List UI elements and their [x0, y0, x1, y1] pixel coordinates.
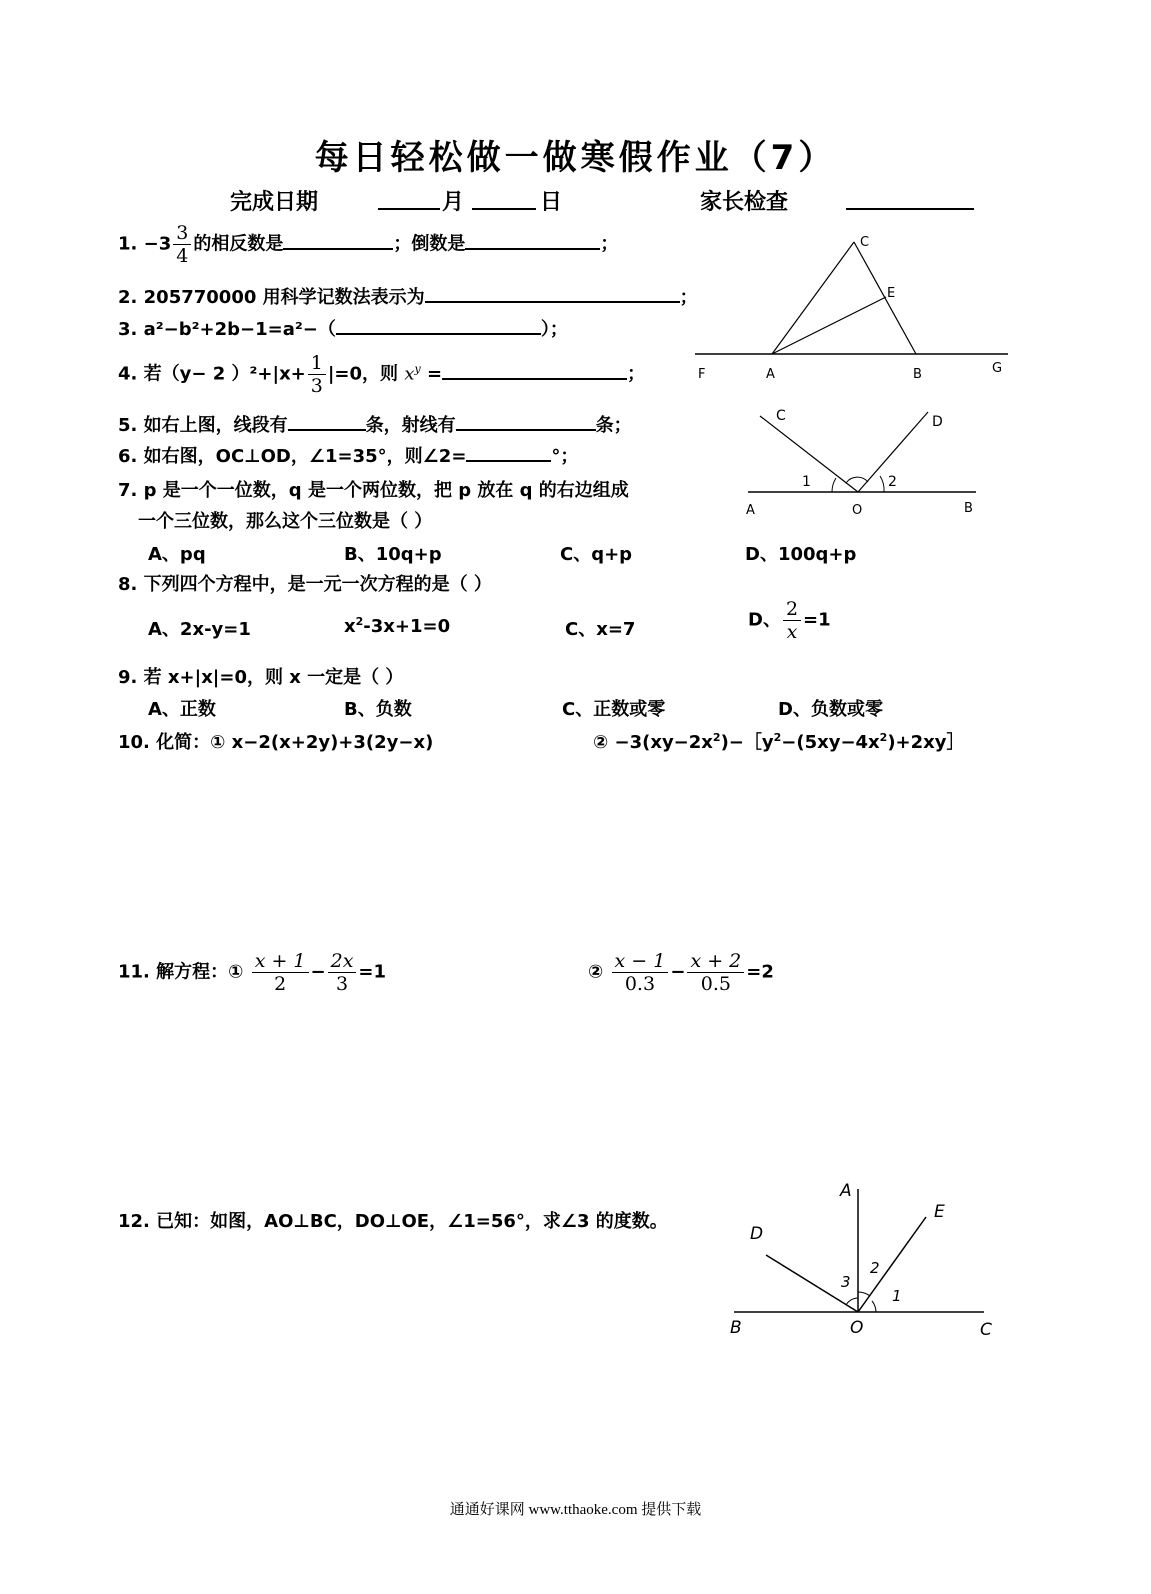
month-blank[interactable] — [378, 190, 440, 210]
question-4: 4. 若（y− 2 ）²+|x+ $\frac{1}{3}$ |=0，则 $x^y$ = ； — [118, 352, 646, 397]
completion-date-label: 完成日期 — [230, 190, 319, 215]
q7-option-a[interactable]: A、pq — [148, 544, 206, 565]
label-a: A — [766, 367, 775, 382]
q5-blank-segments[interactable] — [288, 411, 366, 431]
q9-option-a[interactable]: A、正数 — [148, 699, 216, 720]
label-c: C — [776, 408, 786, 424]
q1-blank-opposite[interactable] — [283, 230, 393, 250]
q5-blank-rays[interactable] — [456, 411, 596, 431]
question-5: 5. 如右上图，线段有 条，射线有 条； — [118, 411, 632, 437]
angle-2-label: 2 — [870, 1259, 880, 1277]
q3-blank[interactable] — [336, 315, 541, 335]
question-10: 10. 化简：① x−2(x+2y)+3(2y−x) — [118, 732, 434, 753]
q1-blank-reciprocal[interactable] — [465, 230, 600, 250]
q9-option-b[interactable]: B、负数 — [344, 699, 412, 720]
label-d: D — [932, 414, 943, 430]
page-title: 每日轻松做一做寒假作业（7） — [314, 138, 837, 178]
q4-blank[interactable] — [442, 360, 627, 380]
label-b: B — [964, 501, 973, 516]
q7-option-d[interactable]: D、100q+p — [745, 544, 857, 565]
fraction: $\frac{3}{4}$ — [173, 222, 191, 267]
q8-option-c[interactable]: C、x=7 — [565, 619, 636, 640]
label-e: E — [887, 286, 896, 301]
fraction: $\frac{2}{x}$ — [783, 598, 801, 643]
parent-check-blank[interactable] — [846, 190, 974, 210]
label-o: O — [852, 503, 863, 518]
angle-1-label: 1 — [802, 474, 811, 490]
fraction: $\frac{1}{3}$ — [308, 352, 326, 397]
question-7-line-2: 一个三位数，那么这个三位数是（ ） — [138, 511, 433, 532]
q9-option-c[interactable]: C、正数或零 — [562, 699, 666, 720]
month-label: 月 — [442, 190, 465, 215]
question-7: 7. p 是一个一位数，q 是一个两位数，把 p 放在 q 的右边组成 — [118, 480, 629, 501]
angle-3-label: 3 — [841, 1273, 851, 1291]
fraction: $\frac{x + 1}{2}$ — [252, 950, 309, 995]
q11-equation-2: ② $\frac{x - 1}{0.3}$ − $\frac{x + 2}{0.5}$ =2 — [588, 950, 774, 995]
q10-part-2: ② $-3(xy-2x^2)-[y^2-(5xy-4x^2)+2xy]$ — [593, 731, 965, 753]
day-label: 日 — [540, 190, 563, 215]
label-f: F — [698, 367, 706, 382]
label-b: B — [730, 1318, 742, 1338]
footer: 通通好课网 www.tthaoke.com 提供下载 — [449, 1502, 702, 1518]
angle-2-label: 2 — [888, 474, 897, 490]
q8-option-b[interactable]: $x^2-3x+1=0$ — [344, 615, 451, 637]
question-3: 3. a²−b²+2b−1=a²−（ ）； — [118, 315, 568, 341]
fraction: $\frac{2x}{3}$ — [328, 950, 357, 995]
label-c: C — [980, 1320, 992, 1340]
label-e: E — [934, 1202, 945, 1222]
perpendicular-figure — [720, 1175, 1010, 1350]
parent-check-label: 家长检查 — [700, 190, 789, 215]
fraction: $\frac{x - 1}{0.3}$ — [612, 950, 669, 995]
q6-blank[interactable] — [466, 442, 551, 462]
angle-figure — [740, 400, 990, 520]
label-a: A — [746, 503, 755, 518]
q7-option-c[interactable]: C、q+p — [560, 544, 633, 565]
label-a: A — [840, 1181, 852, 1201]
q8-option-a[interactable]: A、2x-y=1 — [148, 619, 251, 640]
question-11: 11. 解方程：① $\frac{x + 1}{2}$ − $\frac{2x}{3}$ =1 — [118, 950, 387, 995]
q10-part-1: ① x−2(x+2y)+3(2y−x) — [210, 732, 434, 753]
q2-blank[interactable] — [425, 283, 680, 303]
label-g: G — [992, 361, 1003, 376]
label-d: D — [750, 1224, 764, 1244]
question-9: 9. 若 x+|x|=0，则 x 一定是（ ） — [118, 667, 404, 688]
day-blank[interactable] — [472, 190, 536, 210]
q7-option-b[interactable]: B、10q+p — [344, 544, 442, 565]
question-6: 6. 如右图，OC⊥OD，∠1=35°，则∠2= °； — [118, 442, 578, 468]
fraction: $\frac{x + 2}{0.5}$ — [687, 950, 744, 995]
q9-option-d[interactable]: D、负数或零 — [778, 699, 883, 720]
label-c: C — [860, 235, 870, 250]
question-8: 8. 下列四个方程中，是一元一次方程的是（ ） — [118, 574, 492, 595]
question-12: 12. 已知：如图，AO⊥BC，DO⊥OE，∠1=56°，求∠3 的度数。 — [118, 1211, 668, 1232]
label-o: O — [850, 1318, 864, 1338]
angle-1-label: 1 — [892, 1287, 902, 1305]
label-b: B — [913, 367, 922, 382]
triangle-figure — [690, 230, 1020, 390]
question-1: 1. −3 $\frac{3}{4}$ 的相反数是 ；倒数是 ； — [118, 222, 619, 267]
q8-option-d[interactable]: D、 $\frac{2}{x}$ =1 — [748, 598, 831, 643]
question-2: 2. 205770000 用科学记数法表示为 ； — [118, 283, 698, 309]
